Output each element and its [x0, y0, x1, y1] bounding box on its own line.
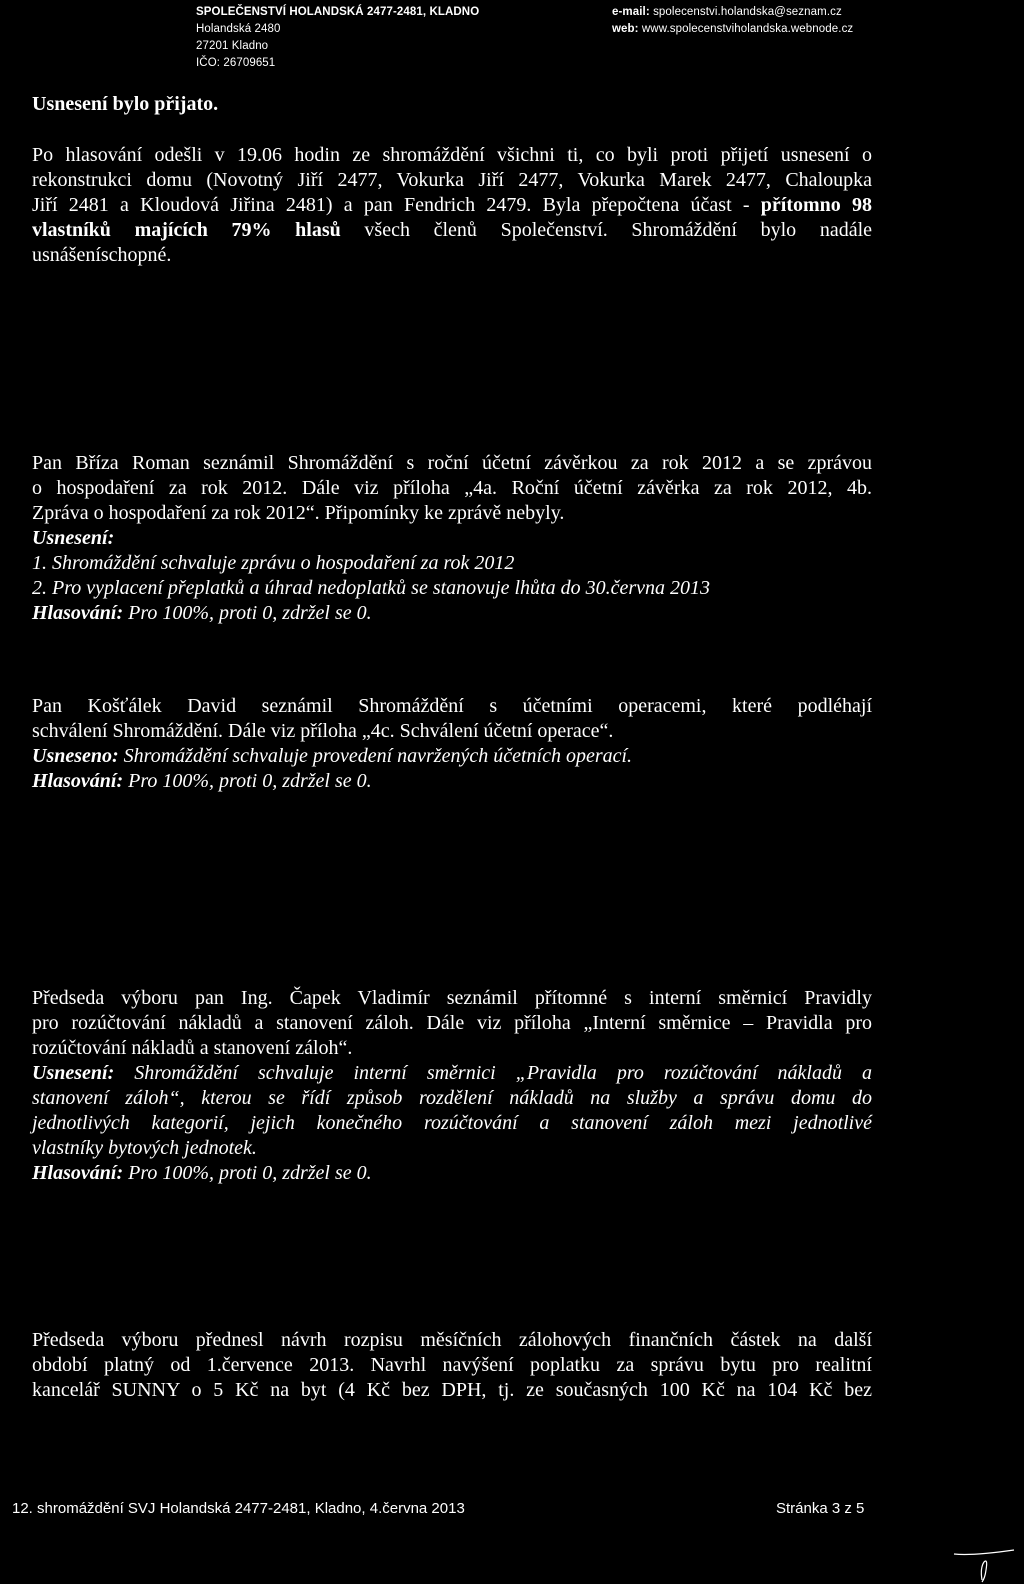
- text-line: Jiří 2481 a Kloudová Jiřina 2481) a pan Fendrich 2479. Byla přepočtena účast - přítomno 98: [32, 194, 872, 216]
- text-line: jednotlivých kategorií, jejich konečného rozúčtování a stanovení záloh mezi jednotlivé: [32, 1112, 872, 1134]
- resolution-accepted: Usnesení bylo přijato.: [32, 93, 219, 115]
- text-line: Pan Košťálek David seznámil Shromáždění s účetními operacemi, které podléhají: [32, 695, 872, 717]
- resolution: Usneseno: Shromáždění schvaluje provedení navržených účetních operací.: [32, 745, 633, 767]
- text-line: schválení Shromáždění. Dále viz příloha „4c. Schválení účetní operace“.: [32, 720, 614, 742]
- text-line: vlastníků majících 79% hlasů všech členů Společenství. Shromáždění bylo nadále: [32, 219, 873, 241]
- resolution-item-1: 1. Shromáždění schvaluje zprávu o hospodaření za rok 2012: [32, 552, 515, 574]
- text-line: kancelář SUNNY o 5 Kč na byt (4 Kč bez DPH, tj. ze současných 100 Kč na 104 Kč bez: [32, 1379, 872, 1401]
- paragraph-financial-report: [32, 451, 872, 626]
- email-label: e-mail:: [612, 6, 650, 18]
- resolution-label: Usnesení:: [32, 527, 115, 549]
- handwritten-initial: [952, 1546, 1016, 1584]
- owners-share: vlastníků majících 79% hlasů: [32, 219, 341, 241]
- attendance-count: přítomno 98: [760, 194, 872, 216]
- page-number: Stránka 3 z 5: [776, 1500, 865, 1517]
- company-id: IČO: 26709651: [196, 57, 276, 69]
- text-line: vlastníky bytových jednotek.: [32, 1137, 257, 1159]
- letterhead-contact: [612, 4, 853, 38]
- street: Holandská 2480: [196, 23, 281, 35]
- text-line: usnášeníschopné.: [32, 244, 172, 266]
- paragraph-accounting-operations: [32, 694, 872, 794]
- text-line: Zpráva o hospodaření za rok 2012“. Připomínky ke zprávě nebyly.: [32, 502, 565, 524]
- resolution: Usnesení: Shromáždění schvaluje interní směrnici „Pravidla pro rozúčtování nákladů a: [32, 1062, 872, 1084]
- text-line: rozúčtování nákladů a stanovení záloh“.: [32, 1037, 353, 1059]
- footer-meeting-info: 12. shromáždění SVJ Holandská 2477-2481, Kladno, 4.června 2013: [12, 1500, 465, 1517]
- text-line: Předseda výboru pan Ing. Čapek Vladimír seznámil přítomné s interní směrnicí Pravidly: [32, 987, 872, 1009]
- city: 27201 Kladno: [196, 40, 269, 52]
- text-line: Po hlasování odešli v 19.06 hodin ze shromáždění všichni ti, co byli proti přijetí usnesení o: [32, 144, 872, 166]
- web-label: web:: [612, 23, 639, 35]
- text-line: pro rozúčtování nákladů a stanovení záloh. Dále viz příloha „Interní směrnice – Pravidla pro: [32, 1012, 872, 1034]
- vote-result: Hlasování: Pro 100%, proti 0, zdržel se 0.: [32, 770, 372, 792]
- text-line: období platný od 1.července 2013. Navrhl navýšení poplatku za správu bytu pro realitní: [32, 1354, 872, 1376]
- text-line: o hospodaření za rok 2012. Dále viz příloha „4a. Roční účetní závěrka za rok 2012, 4b.: [32, 477, 872, 499]
- resolution-item-2: 2. Pro vyplacení přeplatků a úhrad nedoplatků se stanovuje lhůta do 30.června 2013: [32, 577, 711, 599]
- text-line: stanovení záloh“, kterou se řídí způsob rozdělení nákladů na služby a správu domu do: [32, 1087, 872, 1109]
- paragraph-departure: [32, 143, 872, 268]
- letterhead-address: [196, 4, 479, 72]
- organization-name: SPOLEČENSTVÍ HOLANDSKÁ 2477-2481, KLADNO: [196, 6, 480, 18]
- paragraph-advance-payments: [32, 1328, 872, 1403]
- paragraph-cost-allocation: [32, 986, 872, 1186]
- email-link[interactable]: spolecenstvi.holandska@seznam.cz: [653, 6, 842, 18]
- vote-result: Hlasování: Pro 100%, proti 0, zdržel se 0.: [32, 1162, 372, 1184]
- text-line: Pan Bříza Roman seznámil Shromáždění s roční účetní závěrkou za rok 2012 a se zprávou: [32, 452, 872, 474]
- vote-result: Hlasování: Pro 100%, proti 0, zdržel se 0.: [32, 602, 372, 624]
- text-line: rekonstrukci domu (Novotný Jiří 2477, Vokurka Jiří 2477, Vokurka Marek 2477, Chaloupka: [32, 169, 872, 191]
- web-link[interactable]: www.spolecenstviholandska.webnode.cz: [641, 23, 854, 35]
- text-line: Předseda výboru přednesl návrh rozpisu měsíčních zálohových finančních částek na další: [32, 1329, 872, 1351]
